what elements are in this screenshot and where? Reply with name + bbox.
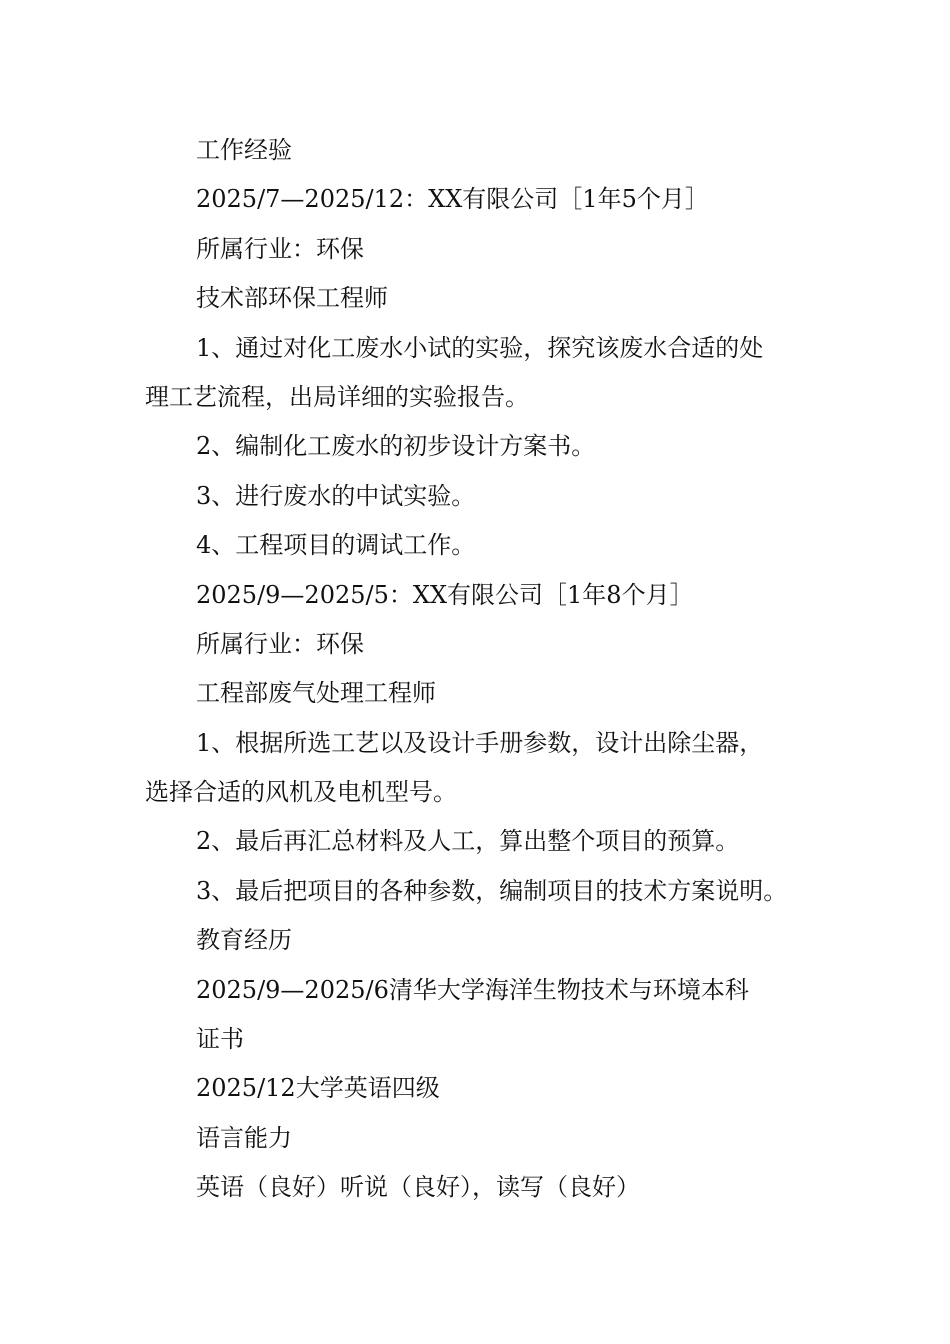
job-duty-1-2: 2、编制化工废水的初步设计方案书。 (196, 432, 596, 461)
job-duty-1-3: 3、进行废水的中试实验。 (196, 481, 476, 510)
section-heading-certificates: 证书 (196, 1025, 244, 1054)
education-entry: 2025/9—2025/6清华大学海洋生物技术与环境本科 (196, 975, 749, 1004)
job-duty-2-3: 3、最后把项目的各种参数，编制项目的技术方案说明。 (196, 876, 788, 905)
job-title-2: 工程部废气处理工程师 (196, 679, 436, 708)
document-body (145, 126, 825, 1213)
certificate-entry: 2025/12大学英语四级 (196, 1074, 440, 1103)
job-period-1: 2025/7—2025/12：XX有限公司［1年5个月］ (196, 185, 709, 214)
job-duty-1-1: 1、通过对化工废水小试的实验，探究该废水合适的处 (196, 333, 764, 362)
job-duty-2-1: 1、根据所选工艺以及设计手册参数，设计出除尘器， (196, 728, 764, 757)
job-period-2: 2025/9—2025/5：XX有限公司［1年8个月］ (196, 580, 694, 609)
job-industry-2: 所属行业：环保 (196, 629, 364, 658)
language-entry: 英语（良好）听说（良好），读写（良好） (196, 1173, 640, 1202)
job-duty-2-2: 2、最后再汇总材料及人工，算出整个项目的预算。 (196, 827, 740, 856)
job-duty-1-4: 4、工程项目的调试工作。 (196, 531, 476, 560)
section-heading-language: 语言能力 (196, 1123, 292, 1152)
section-heading-education: 教育经历 (196, 926, 292, 955)
job-title-1: 技术部环保工程师 (196, 284, 388, 313)
job-duty-2-1-continued: 选择合适的风机及电机型号。 (145, 778, 457, 807)
job-industry-1: 所属行业：环保 (196, 234, 364, 263)
section-heading-work-experience: 工作经验 (196, 136, 292, 164)
job-duty-1-1-continued: 理工艺流程，出局详细的实验报告。 (145, 382, 529, 411)
